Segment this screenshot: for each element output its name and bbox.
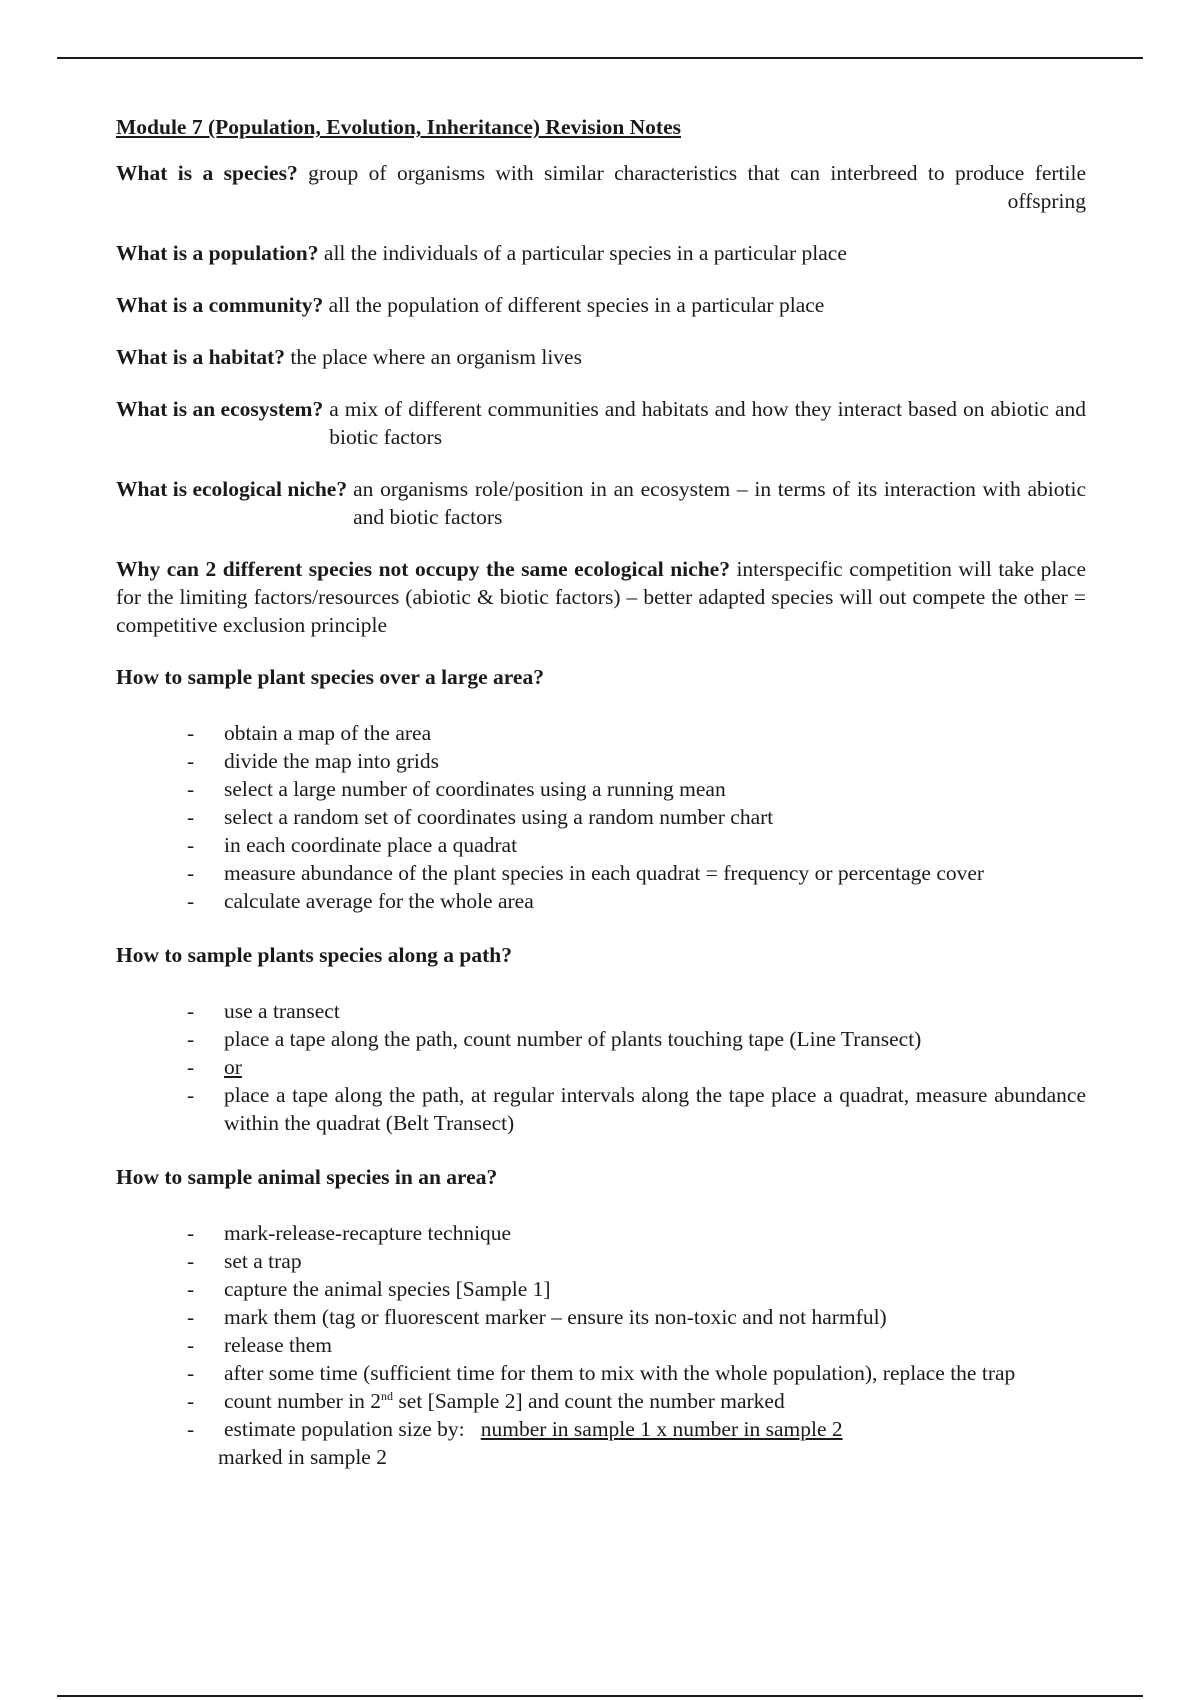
question: Why can 2 different species not occupy the same ecological niche? xyxy=(116,557,730,581)
question: What is a population? xyxy=(116,241,319,265)
bottom-rule xyxy=(57,1695,1143,1697)
count-text-pre: count number in 2 xyxy=(224,1389,382,1413)
list-item: - mark them (tag or fluorescent marker – ensure its non-toxic and not harmful) xyxy=(187,1303,1086,1331)
list-item: - divide the map into grids xyxy=(187,747,1086,775)
top-rule xyxy=(57,57,1143,59)
list-item: - capture the animal species [Sample 1] xyxy=(187,1275,1086,1303)
section-heading-plant-large-area: How to sample plant species over a large area? xyxy=(116,665,544,689)
superscript-nd: nd xyxy=(381,1388,394,1403)
list-item: - set a trap xyxy=(187,1247,1086,1275)
list-item-or xyxy=(187,1053,1086,1081)
answer: a mix of different communities and habitats and how they interact based on abiotic and biotic factors xyxy=(329,397,1086,449)
document-body xyxy=(116,113,1086,1471)
list-item: - select a large number of coordinates using a running mean xyxy=(187,775,1086,803)
definition-species xyxy=(116,159,1086,215)
section-heading-plant-path: How to sample plants species along a path? xyxy=(116,943,512,967)
list-item: - place a tape along the path, at regular intervals along the tape place a quadrat, measure abundance within the quadrat (Belt Transect) xyxy=(187,1081,1086,1137)
definition-ecological-niche xyxy=(116,475,1086,531)
count-text-post: set [Sample 2] and count the number marked xyxy=(393,1389,785,1413)
section-heading-animal-area: How to sample animal species in an area? xyxy=(116,1165,498,1189)
definition-population xyxy=(116,239,1086,267)
answer: the place where an organism lives xyxy=(290,345,582,369)
answer: all the population of different species in a particular place xyxy=(328,293,825,317)
question: What is ecological niche? xyxy=(116,477,348,501)
definition-ecosystem xyxy=(116,395,1086,451)
plant-large-area-list xyxy=(116,719,1086,915)
list-item: - release them xyxy=(187,1331,1086,1359)
formula-denominator: marked in sample 2 xyxy=(218,1445,387,1469)
formula-denominator-line xyxy=(116,1443,1086,1471)
list-item: - after some time (sufficient time for them to mix with the whole population), replace the trap xyxy=(187,1359,1086,1387)
list-item: - select a random set of coordinates using a random number chart xyxy=(187,803,1086,831)
list-item: - in each coordinate place a quadrat xyxy=(187,831,1086,859)
answer: an organisms role/position in an ecosystem – in terms of its interaction with abiotic and biotic factors xyxy=(353,477,1086,529)
question: What is a community? xyxy=(116,293,324,317)
question: What is an ecosystem? xyxy=(116,397,324,421)
list-item: - obtain a map of the area xyxy=(187,719,1086,747)
or-text: or xyxy=(224,1055,242,1079)
definition-community xyxy=(116,291,1086,319)
list-item-estimate xyxy=(187,1415,1086,1443)
estimate-label: estimate population size by: xyxy=(224,1417,465,1441)
document-title: Module 7 (Population, Evolution, Inheritance) Revision Notes xyxy=(116,115,681,139)
list-item-count xyxy=(187,1387,1086,1415)
plant-path-list xyxy=(116,997,1086,1137)
definition-niche-competition xyxy=(116,555,1086,639)
answer: all the individuals of a particular species in a particular place xyxy=(323,241,847,265)
list-item: - place a tape along the path, count number of plants touching tape (Line Transect) xyxy=(187,1025,1086,1053)
list-item: - measure abundance of the plant species in each quadrat = frequency or percentage cover xyxy=(187,859,1086,887)
list-item: - use a transect xyxy=(187,997,1086,1025)
animal-area-list xyxy=(116,1219,1086,1443)
list-item: - mark-release-recapture technique xyxy=(187,1219,1086,1247)
question: What is a species? xyxy=(116,161,298,185)
answer: group of organisms with similar characteristics that can interbreed to produce fertile offspring xyxy=(308,161,1087,213)
list-item: - calculate average for the whole area xyxy=(187,887,1086,915)
definition-habitat xyxy=(116,343,1086,371)
answer: interspecific competition will take place for the limiting factors/resources (abiotic & biotic factors) – better adapted species will out compete the other = competitive exclusion principle xyxy=(116,557,1087,637)
question: What is a habitat? xyxy=(116,345,286,369)
formula-numerator: number in sample 1 x number in sample 2 xyxy=(480,1417,843,1441)
